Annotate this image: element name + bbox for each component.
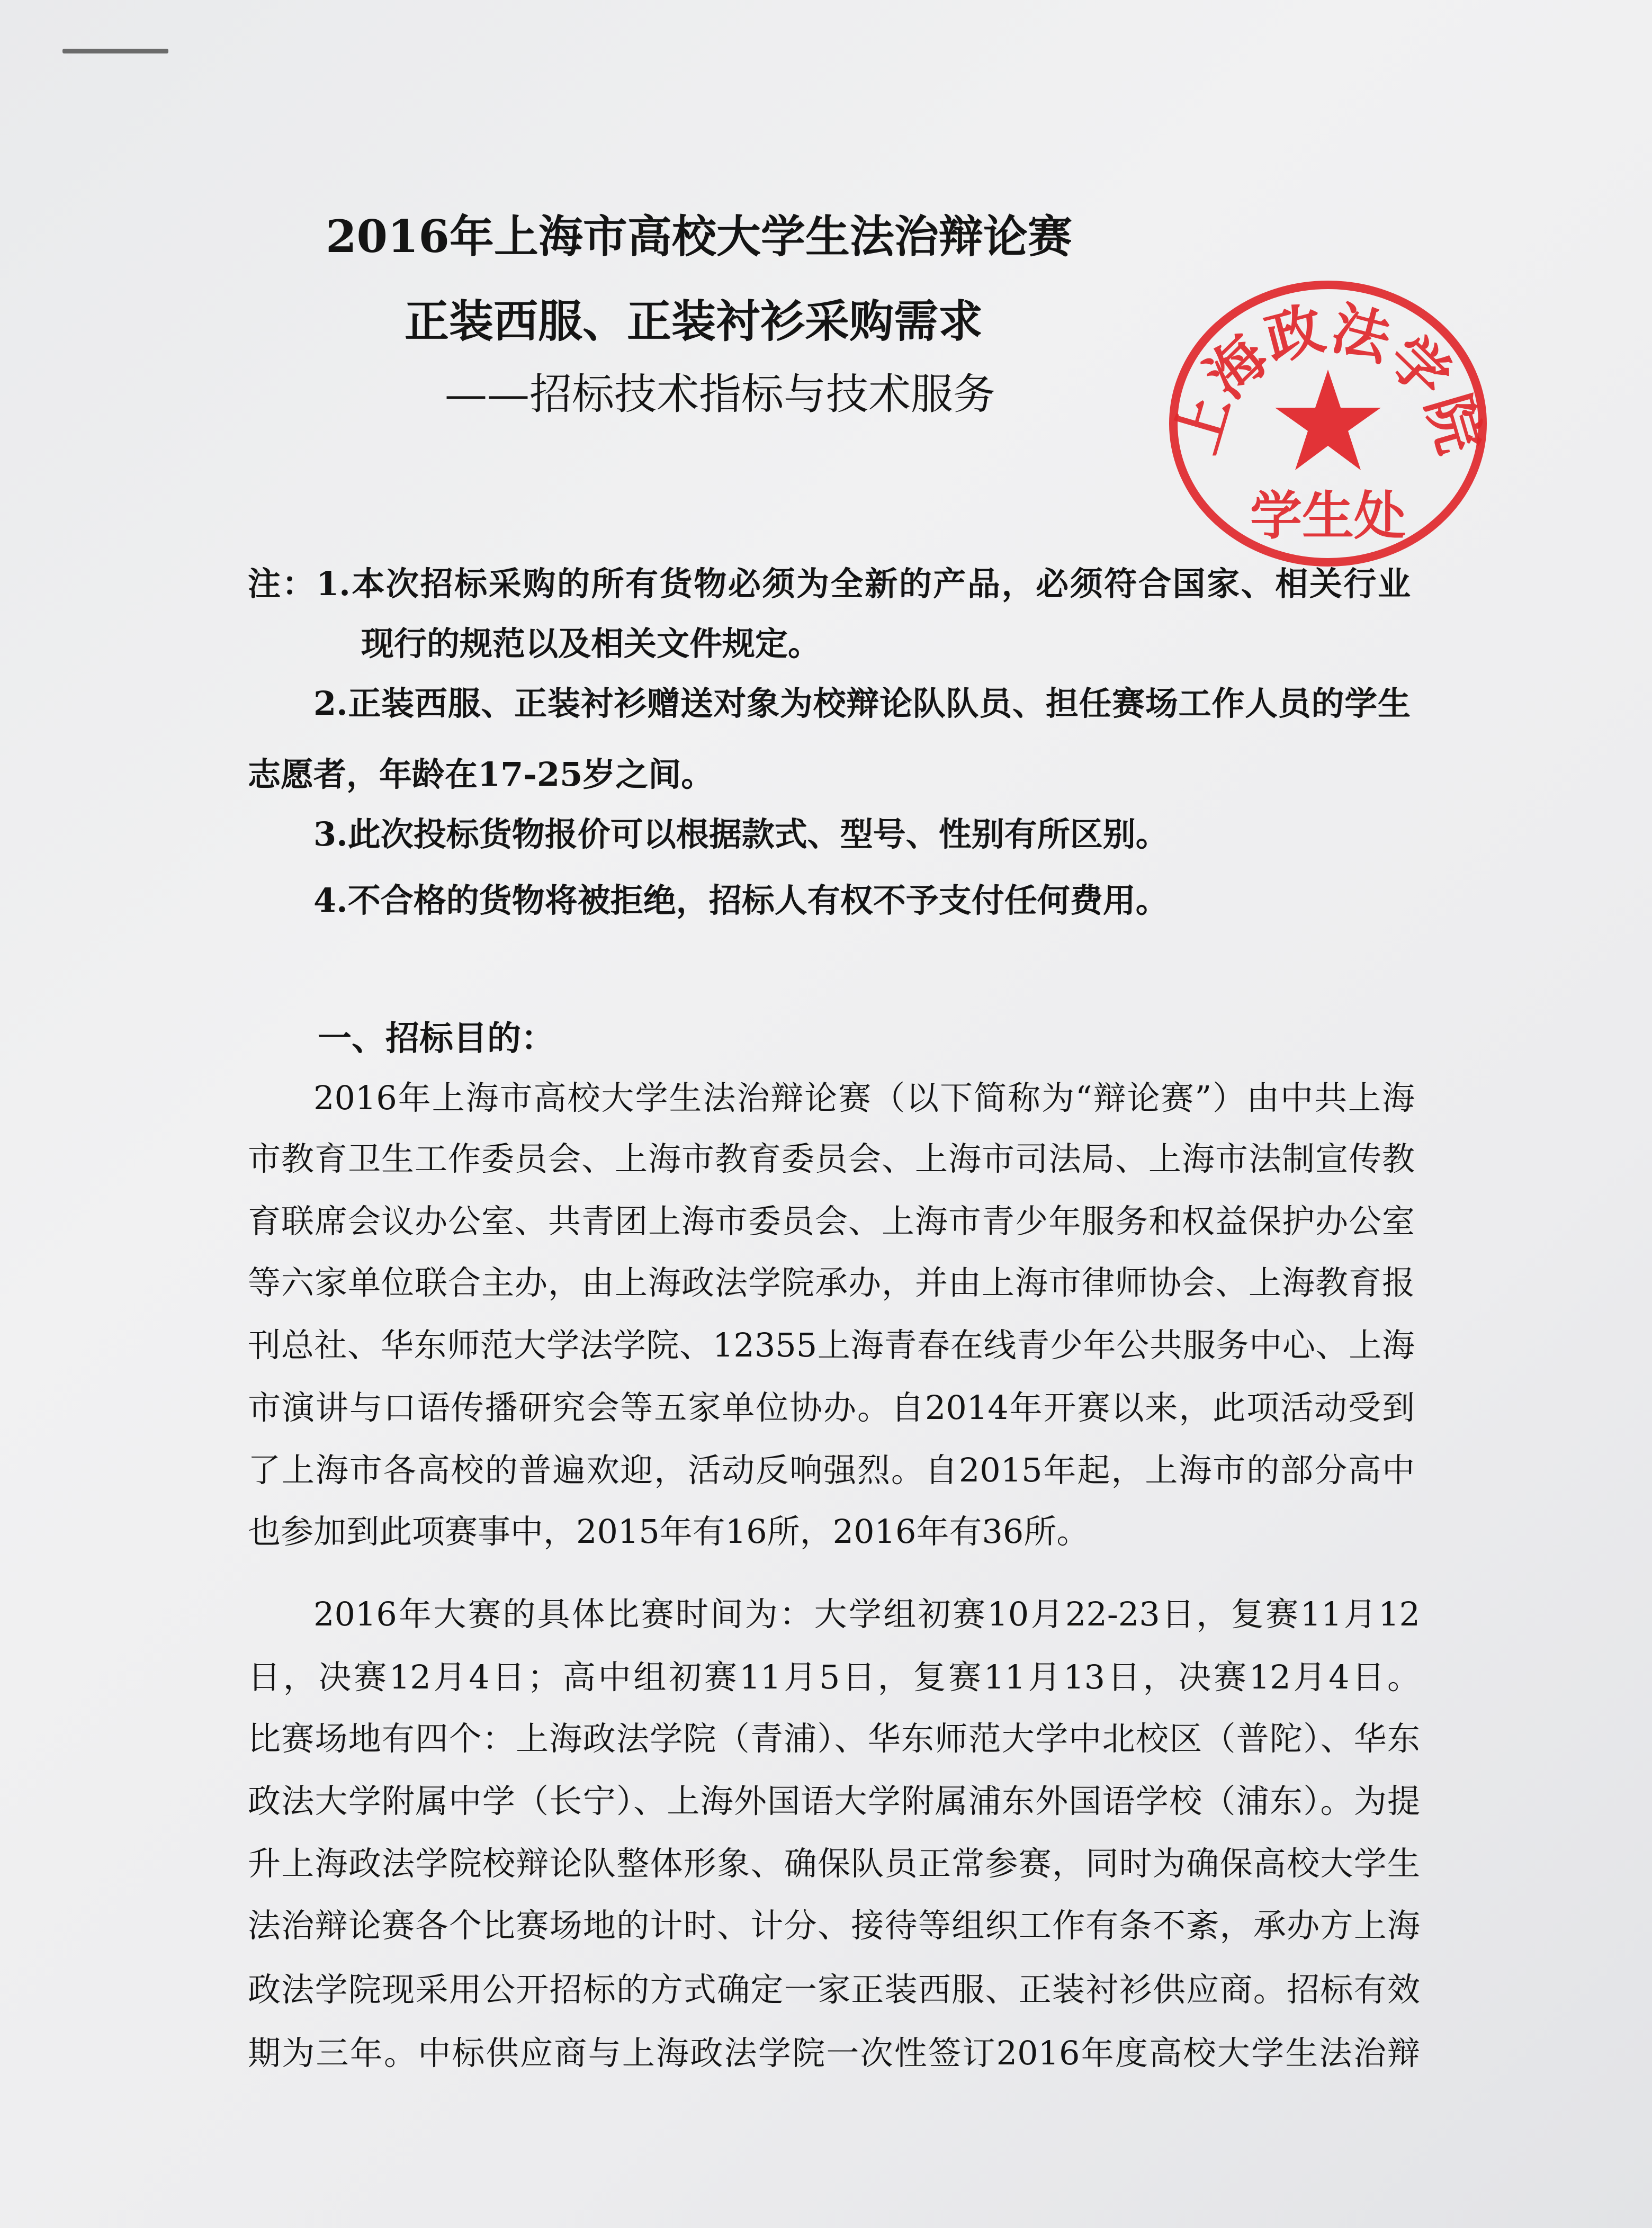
paragraph-line: 也参加到此项赛事中，2015年有16所，2016年有36所。: [248, 1512, 1090, 1551]
star-icon: [1275, 370, 1381, 470]
paragraph-line: 政法学院现采用公开招标的方式确定一家正装西服、正装衬衫供应商。招标有效: [248, 1970, 1420, 2009]
seal-text: 上海政法学院: [1163, 295, 1493, 461]
note-line: 注：1.本次招标采购的所有货物必须为全新的产品，必须符合国家、相关行业: [248, 564, 1411, 603]
staple-mark: [62, 49, 168, 53]
document-title: 2016年上海市高校大学生法治辩论赛: [326, 210, 1072, 263]
paragraph-line: 等六家单位联合主办，由上海政法学院承办，并由上海市律师协会、上海教育报: [248, 1263, 1415, 1302]
section-heading: 一、招标目的：: [318, 1019, 555, 1058]
note-line: 4.不合格的货物将被拒绝，招标人有权不予支付任何费用。: [313, 881, 1169, 920]
paragraph-line: 了上海市各高校的普遍欢迎，活动反响强烈。自2015年起，上海市的部分高中: [248, 1451, 1415, 1489]
official-seal: [1159, 275, 1497, 572]
paragraph-line: 法治辩论赛各个比赛场地的计时、计分、接待等组织工作有条不紊，承办方上海: [248, 1906, 1420, 1945]
paragraph-line: 政法大学附属中学（长宁）、上海外国语大学附属浦东外国语学校（浦东）。为提: [248, 1782, 1420, 1820]
paragraph-line: 育联席会议办公室、共青团上海市委员会、上海市青少年服务和权益保护办公室: [248, 1202, 1415, 1241]
paragraph-line: 期为三年。中标供应商与上海政法学院一次性签订2016年度高校大学生法治辩: [248, 2034, 1420, 2072]
paragraph-line: 2016年上海市高校大学生法治辩论赛（以下简称为“辩论赛”）由中共上海: [313, 1079, 1415, 1117]
document-subtitle-2: ——招标技术指标与技术服务: [445, 370, 995, 419]
paragraph-line: 日，决赛12月4日；高中组初赛11月5日，复赛11月13日，决赛12月4日。: [248, 1658, 1420, 1696]
note-line: 现行的规范以及相关文件规定。: [361, 624, 821, 663]
paragraph-line: 刊总社、华东师范大学法学院、12355上海青春在线青少年公共服务中心、上海: [248, 1326, 1415, 1364]
note-line: 志愿者，年龄在17-25岁之间。: [248, 755, 714, 794]
paragraph-line: 2016年大赛的具体比赛时间为：大学组初赛10月22-23日，复赛11月12: [313, 1595, 1420, 1633]
note-line: 2.正装西服、正装衬衫赠送对象为校辩论队队员、担任赛场工作人员的学生: [313, 684, 1411, 723]
note-line: 3.此次投标货物报价可以根据款式、型号、性别有所区别。: [313, 815, 1169, 854]
seal-subtext: 学生处: [1250, 486, 1406, 546]
paragraph-line: 市演讲与口语传播研究会等五家单位协办。自2014年开赛以来，此项活动受到: [248, 1388, 1415, 1427]
paragraph-line: 市教育卫生工作委员会、上海市教育委员会、上海市司法局、上海市法制宣传教: [248, 1139, 1415, 1178]
paragraph-line: 比赛场地有四个：上海政法学院（青浦）、华东师范大学中北校区（普陀）、华东: [248, 1719, 1420, 1758]
document-subtitle: 正装西服、正装衬衫采购需求: [404, 295, 983, 347]
paragraph-line: 升上海政法学院校辩论队整体形象、确保队员正常参赛，同时为确保高校大学生: [248, 1844, 1420, 1883]
